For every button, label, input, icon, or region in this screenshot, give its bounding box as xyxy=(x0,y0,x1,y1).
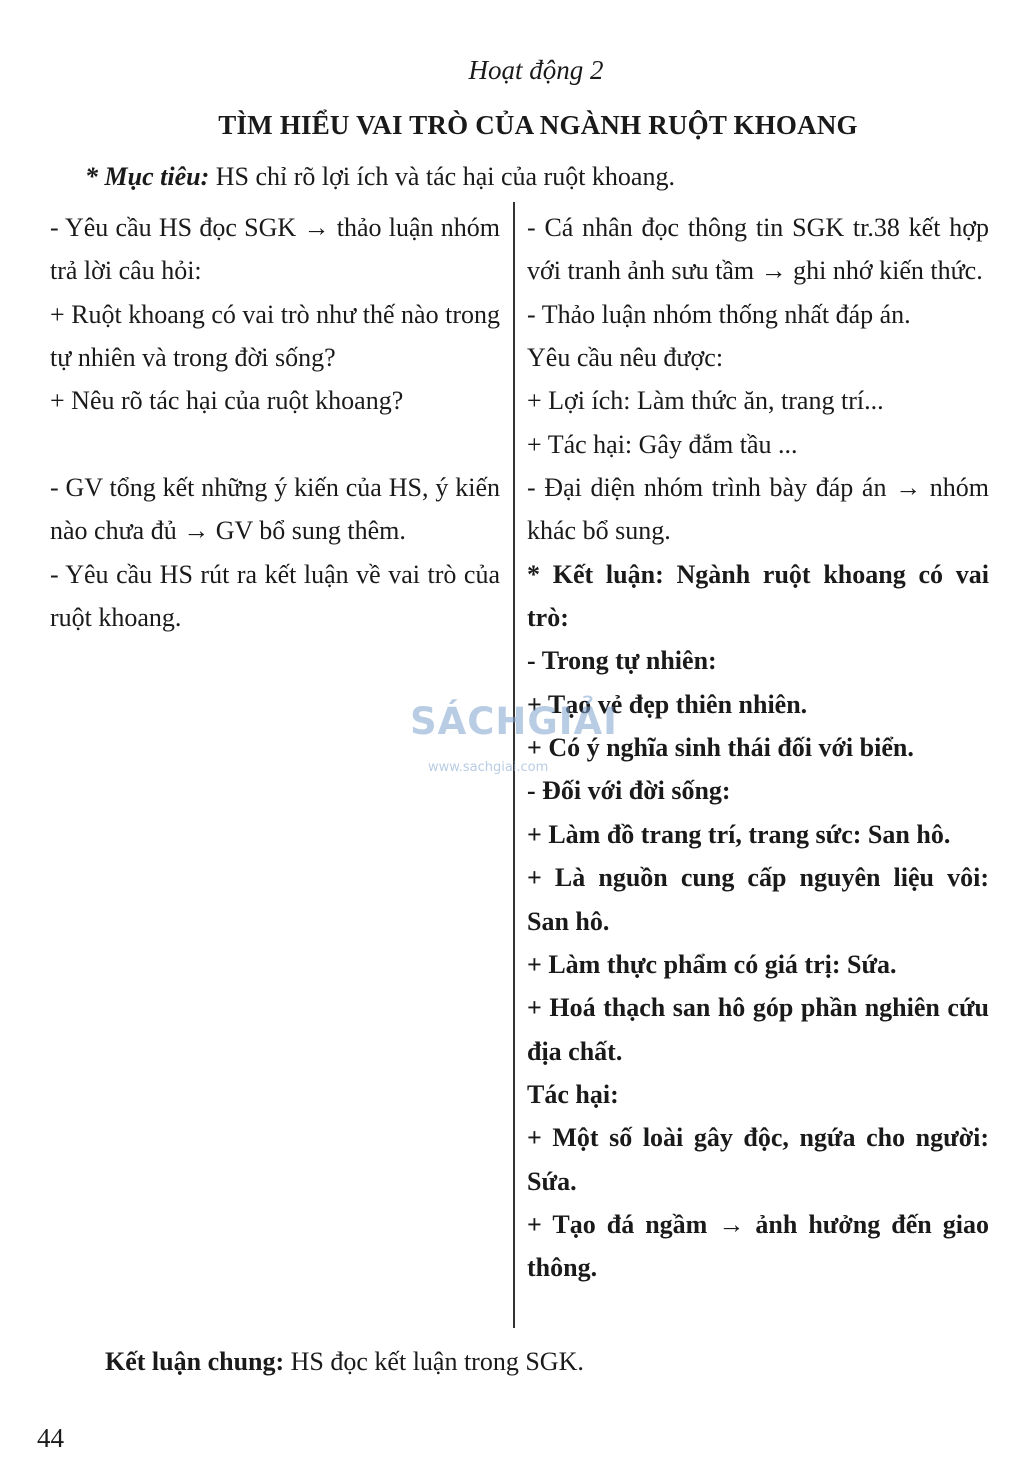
watermark-url: www.sachgiai.com xyxy=(428,760,549,775)
conclusion-item: + Một số loài gây độc, ngứa cho người: Sứa. xyxy=(527,1123,989,1196)
watermark xyxy=(410,690,618,790)
general-conclusion xyxy=(105,1340,1005,1384)
objective-label: * Mục tiêu: xyxy=(85,162,210,191)
conclusion-item: - Trong tự nhiên: xyxy=(527,646,717,676)
student-activity: - Thảo luận nhóm thống nhất đáp án. xyxy=(527,299,911,329)
teacher-instruction: - GV tổng kết những ý kiến của HS, ý kiến nào chưa đủ → GV bổ sung thêm. xyxy=(50,473,500,546)
activity-heading: Hoạt động 2 xyxy=(468,55,604,85)
section-title: TÌM HIỂU VAI TRÒ CỦA NGÀNH RUỘT KHOANG xyxy=(218,110,858,140)
teacher-question: + Nêu rõ tác hại của ruột khoang? xyxy=(50,386,404,416)
conclusion-item: - Đối với đời sống: xyxy=(527,776,731,806)
teacher-activities-column xyxy=(50,206,500,639)
general-conclusion-text: HS đọc kết luận trong SGK. xyxy=(284,1347,584,1376)
student-activity: - Đại diện nhóm trình bày đáp án → nhóm khác bổ sung. xyxy=(527,473,989,546)
conclusion-item: + Làm đồ trang trí, trang sức: San hô. xyxy=(527,819,951,849)
conclusion-heading: * Kết luận: Ngành ruột khoang có vai trò: xyxy=(527,559,989,633)
conclusion-item: + Tạo đá ngầm → ảnh hưởng đến giao thông. xyxy=(527,1209,989,1283)
watermark-logo: SÁCHGIẢI xyxy=(410,700,618,743)
objective-text: HS chỉ rõ lợi ích và tác hại của ruột khoang. xyxy=(209,162,675,191)
student-activity: Yêu cầu nêu được: xyxy=(527,343,724,373)
conclusion-item: Tác hại: xyxy=(527,1079,619,1109)
student-activity: + Tác hại: Gây đắm tầu ... xyxy=(527,429,798,459)
conclusion-item: + Có ý nghĩa sinh thái đối với biển. xyxy=(527,733,914,763)
teacher-instruction: - Yêu cầu HS rút ra kết luận về vai trò của ruột khoang. xyxy=(50,559,500,633)
general-conclusion-label: Kết luận chung: xyxy=(105,1347,285,1376)
objective-line xyxy=(85,155,1005,199)
student-activity: - Cá nhân đọc thông tin SGK tr.38 kết hợp với tranh ảnh sưu tầm → ghi nhớ kiến thức. xyxy=(527,213,989,286)
conclusion-item: + Là nguồn cung cấp nguyên liệu vôi: San hô. xyxy=(527,863,989,936)
teacher-instruction: - Yêu cầu HS đọc SGK → thảo luận nhóm trả lời câu hỏi: xyxy=(50,213,500,286)
conclusion-item: + Hoá thạch san hô góp phần nghiên cứu địa chất. xyxy=(527,993,989,1066)
conclusion-item: + Tạo vẻ đẹp thiên nhiên. xyxy=(527,689,808,719)
page-number: 44 xyxy=(37,1423,64,1453)
teacher-question: + Ruột khoang có vai trò như thế nào trong tự nhiên và trong đời sống? xyxy=(50,299,500,373)
conclusion-item: + Làm thực phẩm có giá trị: Sứa. xyxy=(527,949,897,979)
student-activity: + Lợi ích: Làm thức ăn, trang trí... xyxy=(527,386,884,416)
